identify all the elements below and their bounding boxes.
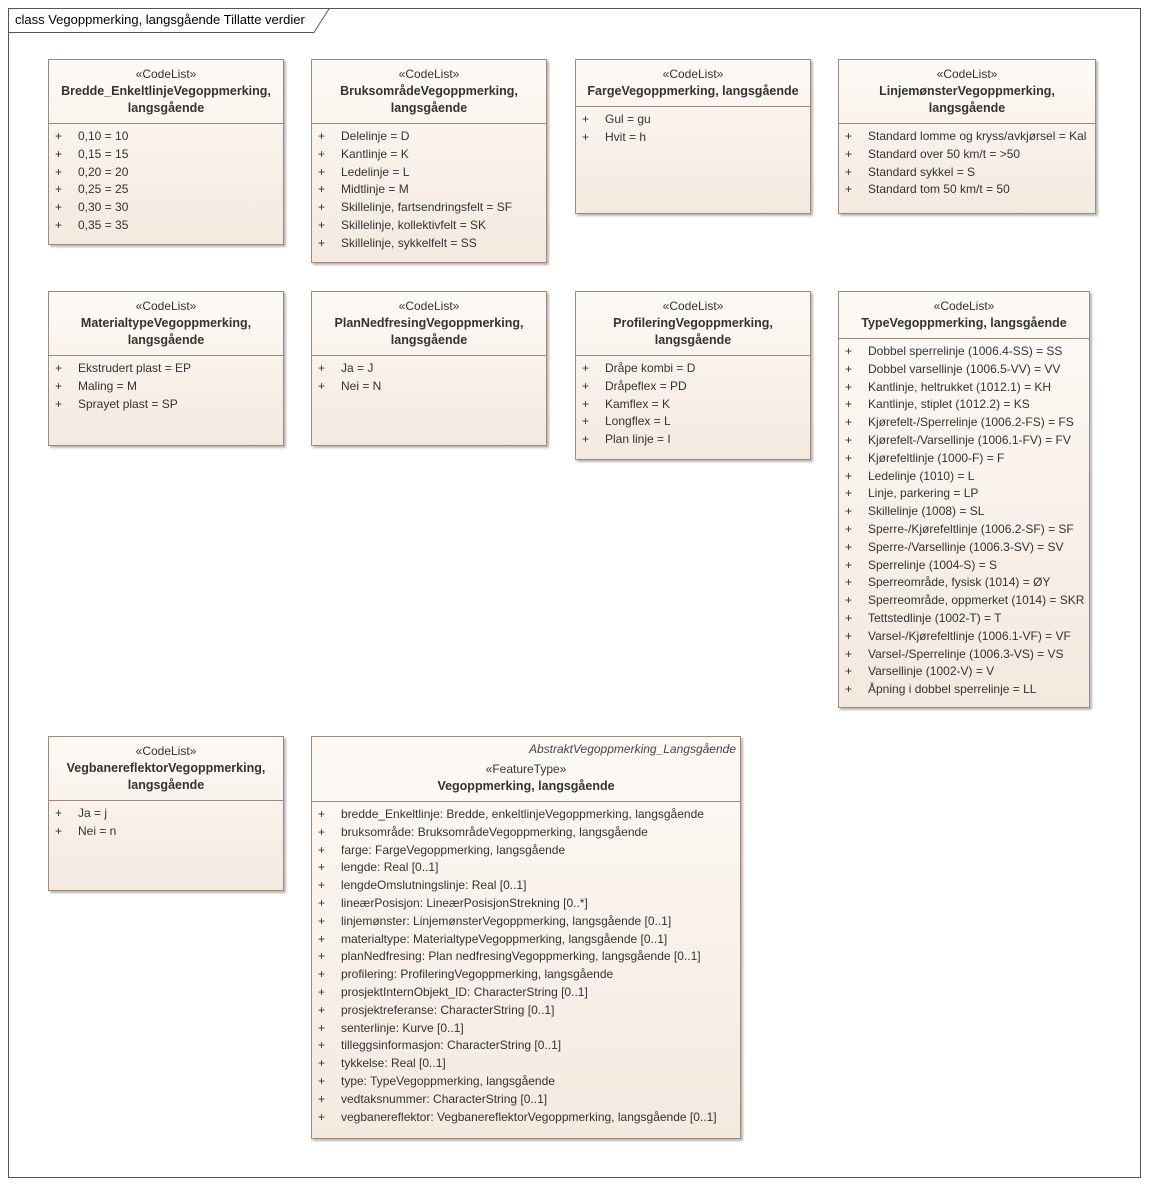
public-marker: + [845,432,853,447]
attribute-item [576,378,810,396]
attribute-item [312,378,546,396]
abstract-parent-label: AbstraktVegoppmerking_Langsgående [528,742,736,756]
public-marker: + [845,628,853,643]
class-plan-nedfresing[interactable] [311,291,547,446]
attribute-list [312,356,546,396]
attribute-item [839,146,1095,164]
attribute-text: Kantlinje, stiplet (1012.2) = KS [868,397,1030,412]
public-marker: + [318,1038,326,1053]
attribute-text: Midtlinje = M [341,182,409,197]
class-header [576,292,810,356]
attribute-item [839,503,1089,521]
public-marker: + [845,146,853,161]
attribute-text: type: TypeVegoppmerking, langsgående [341,1073,555,1088]
attribute-item [839,450,1089,468]
attribute-text: Sperreområde, fysisk (1014) = ØY [868,575,1051,590]
attribute-text: 0,25 = 25 [78,182,129,197]
class-header [49,60,283,124]
class-name-line: langsgående [390,101,468,115]
attribute-text: Varsel-/Sperrelinje (1006.3-VS) = VS [868,646,1064,661]
attribute-text: Delelinje = D [341,129,410,143]
attribute-item [312,931,740,949]
attribute-text: Kjørefelt-/Sperrelinje (1006.2-FS) = FS [868,415,1074,430]
attribute-item [839,628,1089,646]
attribute-text: Dråpeflex = PD [605,378,687,393]
public-marker: + [582,396,590,411]
attribute-item [312,877,740,895]
attribute-item [839,592,1089,610]
attribute-text: lengdeOmslutningslinje: Real [0..1] [341,878,527,893]
class-header [576,60,810,107]
attribute-item [839,128,1095,146]
attribute-item [839,396,1089,414]
public-marker: + [318,1073,326,1088]
public-marker: + [845,610,853,625]
class-profilering[interactable] [575,291,811,460]
public-marker: + [318,824,326,839]
public-marker: + [845,344,853,358]
attribute-text: lengde: Real [0..1] [341,860,439,875]
attribute-text: Ja = j [78,806,108,820]
attribute-item [839,414,1089,432]
attribute-text: lineærPosisjon: LineærPosisjonStrekning [0..*] [341,895,588,910]
public-marker: + [845,164,853,179]
stereotype-label: «CodeList» [135,299,197,313]
attribute-text: Sperreområde, oppmerket (1014) = SKR [868,593,1085,608]
attribute-item [839,379,1089,397]
attribute-text: Standard over 50 km/t = >50 [868,146,1021,161]
public-marker: + [582,361,590,375]
class-header [49,292,283,356]
class-header [312,292,546,356]
public-marker: + [318,949,326,964]
public-marker: + [55,146,63,161]
public-marker: + [318,1002,326,1017]
public-marker: + [582,414,590,429]
attribute-item [312,128,546,146]
class-linjemonster[interactable] [838,59,1096,214]
public-marker: + [318,807,326,821]
class-vegbanereflektor[interactable] [48,736,284,891]
attribute-text: vegbanereflektor: VegbanereflektorVegoppmerking, langsgående [0..1] [341,1109,717,1124]
class-name-line: Vegoppmerking, langsgående [437,779,615,793]
class-name-line: ProfileringVegoppmerking, [613,316,773,330]
attribute-text: Linje, parkering = LP [868,486,979,501]
attribute-text: profilering: ProfileringVegoppmerking, langsgående [341,967,614,982]
attribute-text: Skillelinje, kollektivfelt = SK [341,217,487,232]
attribute-text: Maling = M [78,378,138,393]
public-marker: + [845,129,853,143]
public-marker: + [582,129,590,144]
attribute-text: bredde_Enkeltlinje: Bredde, enkeltlinjeVegoppmerking, langsgående [341,807,704,821]
attribute-item [312,859,740,877]
public-marker: + [845,182,853,197]
public-marker: + [582,378,590,393]
attribute-item [839,539,1089,557]
attribute-text: 0,10 = 10 [78,129,129,143]
public-marker: + [55,200,63,215]
public-marker: + [845,397,853,412]
attribute-text: bruksområde: BruksområdeVegoppmerking, langsgående [341,824,648,839]
attribute-text: Ledelinje (1010) = L [868,468,975,483]
attribute-text: Standard sykkel = S [868,164,976,179]
attribute-text: Nei = n [78,823,117,838]
attribute-item [312,199,546,217]
class-header [312,60,546,124]
public-marker: + [55,164,63,179]
attribute-text: linjemønster: LinjemønsterVegoppmerking, langsgående [0..1] [341,913,672,928]
attribute-item [839,663,1089,681]
attribute-item [312,824,740,842]
class-name-line: langsgående [654,333,732,347]
attribute-item [839,646,1089,664]
attribute-text: Dobbel sperrelinje (1006.4-SS) = SS [868,344,1063,358]
attribute-item [49,378,283,396]
public-marker: + [318,913,326,928]
public-marker: + [55,396,63,411]
public-marker: + [845,575,853,590]
class-farge[interactable] [575,59,811,214]
attribute-item [312,1037,740,1055]
attribute-text: 0,15 = 15 [78,146,129,161]
public-marker: + [318,182,326,197]
attribute-item [312,146,546,164]
class-header [312,737,740,802]
attribute-text: Sperrelinje (1004-S) = S [868,557,998,572]
attribute-text: Standard tom 50 km/t = 50 [868,182,1010,197]
attribute-item [839,557,1089,575]
class-materialtype[interactable] [48,291,284,446]
public-marker: + [55,378,63,393]
attribute-text: Gul = gu [605,112,651,126]
stereotype-label: «CodeList» [936,67,998,81]
class-name-line: langsgående [928,101,1006,115]
public-marker: + [318,1109,326,1124]
class-name-line: langsgående [127,778,205,792]
attribute-item [312,966,740,984]
attribute-item [312,984,740,1002]
attribute-item [49,146,283,164]
public-marker: + [845,593,853,608]
attribute-item [312,164,546,182]
public-marker: + [582,432,590,447]
class-name-line: Bredde_EnkeltlinjeVegoppmerking, [61,84,271,98]
class-name-line: BruksområdeVegoppmerking, [340,84,518,98]
class-name-line: langsgående [127,101,205,115]
attribute-text: Kantlinje, heltrukket (1012.1) = KH [868,379,1052,394]
attribute-list [312,124,546,253]
attribute-list [576,107,810,147]
attribute-item [312,1055,740,1073]
attribute-text: Sperre-/Kjørefeltlinje (1006.2-SF) = SF [868,521,1074,536]
stereotype-label: «CodeList» [398,67,460,81]
public-marker: + [845,379,853,394]
class-bruksomrade[interactable] [311,59,547,263]
attribute-item [49,164,283,182]
attribute-item [49,128,283,146]
class-header [49,737,283,801]
attribute-item [312,235,546,253]
class-name-line: PlanNedfresingVegoppmerking, [334,316,524,330]
public-marker: + [318,931,326,946]
attribute-item [49,217,283,235]
attribute-text: 0,30 = 30 [78,200,129,215]
attribute-item [312,842,740,860]
public-marker: + [318,129,326,143]
attribute-item [576,111,810,129]
attribute-item [576,396,810,414]
attribute-text: Kamflex = K [605,396,671,411]
public-marker: + [845,539,853,554]
attribute-item [312,1020,740,1038]
attribute-text: vedtaksnummer: CharacterString [0..1] [341,1091,548,1106]
attribute-text: Åpning i dobbel sperrelinje = LL [868,682,1037,697]
public-marker: + [318,164,326,179]
attribute-text: tykkelse: Real [0..1] [341,1056,446,1071]
attribute-item [839,164,1095,182]
attribute-text: Nei = N [341,378,382,393]
attribute-text: Sperre-/Varsellinje (1006.3-SV) = SV [868,539,1064,554]
attribute-item [312,806,740,824]
public-marker: + [318,967,326,982]
public-marker: + [318,842,326,857]
public-marker: + [318,378,326,393]
attribute-text: Ja = J [341,361,374,375]
public-marker: + [318,878,326,893]
attribute-text: Kjørefelt-/Varsellinje (1006.1-FV) = FV [868,432,1071,447]
attribute-text: Sprayet plast = SP [78,396,178,411]
attribute-item [312,1091,740,1109]
public-marker: + [55,129,63,143]
public-marker: + [845,361,853,376]
attribute-item [312,913,740,931]
class-name-line: TypeVegoppmerking, langsgående [861,316,1067,330]
attribute-list [839,124,1095,199]
public-marker: + [318,217,326,232]
stereotype-label: «CodeList» [135,744,197,758]
attribute-text: Skillelinje (1008) = SL [868,504,985,519]
class-name-line: MaterialtypeVegoppmerking, [80,316,252,330]
stereotype-label: «CodeList» [662,299,724,313]
public-marker: + [318,1020,326,1035]
attribute-text: prosjektInternObjekt_ID: CharacterString [0..1] [341,984,588,999]
attribute-text: Ledelinje = L [341,164,410,179]
attribute-item [49,396,283,414]
public-marker: + [55,823,63,838]
stereotype-label: «CodeList» [398,299,460,313]
attribute-list [49,356,283,413]
public-marker: + [845,646,853,661]
public-marker: + [55,361,63,375]
attribute-item [576,431,810,449]
attribute-text: Varsel-/Kjørefeltlinje (1006.1-VF) = VF [868,628,1071,643]
public-marker: + [55,182,63,197]
attribute-item [312,360,546,378]
public-marker: + [318,200,326,215]
public-marker: + [55,806,63,820]
attribute-list [576,356,810,449]
attribute-item [312,181,546,199]
attribute-text: Varsellinje (1002-V) = V [868,664,995,679]
public-marker: + [582,112,590,126]
class-name-line: langsgående [390,333,468,347]
public-marker: + [318,895,326,910]
public-marker: + [318,146,326,161]
attribute-item [312,1002,740,1020]
attribute-text: farge: FargeVegoppmerking, langsgående [341,842,566,857]
attribute-item [312,1073,740,1091]
attribute-text: Skillelinje, fartsendringsfelt = SF [341,200,513,215]
class-type-vegoppmerking[interactable] [838,291,1090,708]
attribute-text: prosjektreferanse: CharacterString [0..1] [341,1002,555,1017]
attribute-text: Skillelinje, sykkelfelt = SS [341,235,477,250]
attribute-item [839,343,1089,361]
public-marker: + [318,1091,326,1106]
attribute-item [839,361,1089,379]
attribute-text: tilleggsinformasjon: CharacterString [0..1] [341,1038,562,1053]
frame-title: class Vegoppmerking, langsgående Tillatte verdier [15,12,305,27]
public-marker: + [318,235,326,250]
public-marker: + [845,682,853,697]
public-marker: + [318,860,326,875]
attribute-item [49,199,283,217]
attribute-item [839,485,1089,503]
attribute-list [839,339,1089,699]
stereotype-label: «CodeList» [135,67,197,81]
attribute-item [839,181,1095,199]
attribute-text: Standard lomme og kryss/avkjørsel = Kal [868,129,1087,143]
attribute-item [49,805,283,823]
attribute-item [312,895,740,913]
attribute-text: Dråpe kombi = D [605,361,696,375]
attribute-item [576,129,810,147]
public-marker: + [845,504,853,519]
attribute-item [312,948,740,966]
attribute-text: senterlinje: Kurve [0..1] [341,1020,464,1035]
attribute-item [839,610,1089,628]
attribute-item [312,1109,740,1127]
attribute-item [839,521,1089,539]
attribute-list [312,802,740,1126]
class-header [839,60,1095,124]
stereotype-label: «CodeList» [662,67,724,81]
public-marker: + [845,468,853,483]
class-name-line: LinjemønsterVegoppmerking, [879,84,1055,98]
public-marker: + [845,557,853,572]
public-marker: + [845,450,853,465]
attribute-item [839,574,1089,592]
class-vegoppmerking-featuretype[interactable] [311,736,741,1139]
attribute-list [49,801,283,841]
stereotype-label: «CodeList» [933,299,995,313]
public-marker: + [318,361,326,375]
attribute-text: planNedfresing: Plan nedfresingVegoppmerking, langsgående [0..1] [341,949,701,964]
attribute-item [576,360,810,378]
attribute-text: Plan linje = I [605,432,671,447]
public-marker: + [55,217,63,232]
public-marker: + [845,415,853,430]
attribute-text: Kjørefeltlinje (1000-F) = F [868,450,1005,465]
attribute-list [49,124,283,235]
attribute-text: Longflex = L [605,414,671,429]
attribute-text: materialtype: MaterialtypeVegoppmerking, langsgående [0..1] [341,931,668,946]
attribute-item [839,681,1089,699]
class-name-line: langsgående [127,333,205,347]
attribute-item [312,217,546,235]
attribute-text: Dobbel varsellinje (1006.5-VV) = VV [868,361,1061,376]
stereotype-label: «FeatureType» [485,762,567,776]
attribute-item [576,413,810,431]
attribute-text: Tettstedlinje (1002-T) = T [868,610,1002,625]
public-marker: + [845,664,853,679]
public-marker: + [318,984,326,999]
class-bredde-enkeltlinje[interactable] [48,59,284,245]
attribute-text: Kantlinje = K [341,146,409,161]
class-name-line: VegbanereflektorVegoppmerking, [66,761,266,775]
attribute-text: Hvit = h [605,129,647,144]
public-marker: + [845,486,853,501]
class-header [839,292,1089,339]
attribute-item [49,823,283,841]
attribute-text: 0,20 = 20 [78,164,129,179]
public-marker: + [318,1056,326,1071]
attribute-item [49,181,283,199]
public-marker: + [845,521,853,536]
class-name-line: FargeVegoppmerking, langsgående [587,84,799,98]
attribute-text: 0,35 = 35 [78,217,129,232]
attribute-text: Ekstrudert plast = EP [78,361,192,375]
attribute-item [49,360,283,378]
attribute-item [839,432,1089,450]
attribute-item [839,468,1089,486]
